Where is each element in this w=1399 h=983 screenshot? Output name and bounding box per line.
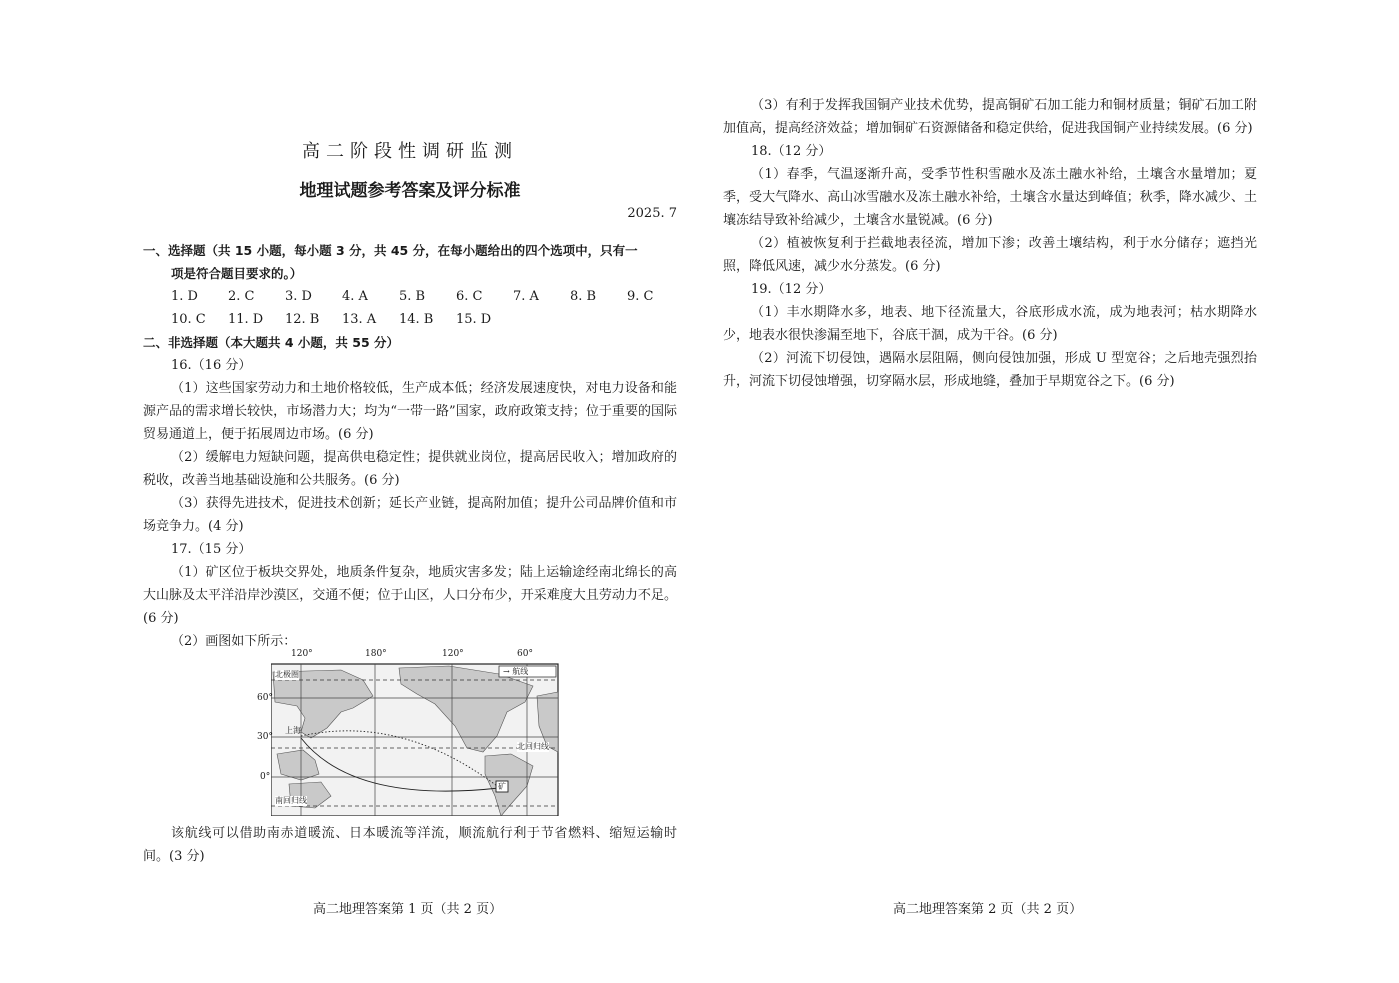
page-2-footer: 高二地理答案第 2 页（共 2 页） — [893, 902, 1083, 917]
q19-part-2: （2）河流下切侵蚀，遇隔水层阻隔，侧向侵蚀加强，形成 U 型宽谷；之后地壳强烈抬升，河流下切侵蚀增强，切穿隔水层，形成地缝，叠加于早期宽谷之下。(6 分) — [723, 351, 1257, 389]
lon-label-120w: 120° — [442, 649, 464, 659]
q16-part-3: （3）获得先进技术，促进技术创新；延长产业链，提高附加值；提升公司品牌价值和市场竞争力。(4 分) — [143, 496, 677, 534]
legend-text: → 航线 — [503, 667, 529, 676]
answer-item: 9. C — [627, 289, 654, 304]
answer-item: 5. B — [399, 289, 426, 304]
arctic-circle-label: 北极圈 — [275, 670, 299, 679]
answer-item: 15. D — [456, 312, 492, 327]
answer-item: 6. C — [456, 289, 483, 304]
answer-item: 3. D — [285, 289, 312, 304]
q17-part-3: （3）有利于发挥我国铜产业技术优势，提高铜矿石加工能力和铜材质量；铜矿石加工附加值高，提高经济效益；增加铜矿石资源储备和稳定供给，促进我国铜产业持续发展。(6 分) — [723, 98, 1257, 136]
section-1-heading — [143, 239, 677, 285]
q17-part-2-note: 该航线可以借助南赤道暖流、日本暖流等洋流，顺流航行利于节省燃料、缩短运输时间。(3 分) — [143, 826, 677, 864]
mine-label: 矿 — [498, 782, 506, 791]
q17-part-2: （2）画图如下所示： — [171, 634, 297, 649]
q18-part-1: （1）春季，气温逐渐升高，受季节性积雪融水及冻土融水补给，土壤含水量增加；夏季，受大气降水、高山冰雪融水及冻土融水补给，土壤含水量达到峰值；秋季，降水减少、土壤冻结导致补给减少，土壤含水量锐减。(6 分) — [723, 167, 1257, 228]
answers-row-2 — [143, 308, 677, 331]
lon-label-120e: 120° — [291, 649, 313, 659]
tropic-of-capricorn-label: 南回归线 — [275, 796, 307, 805]
lat-label-60: 60° — [257, 693, 273, 703]
lon-label-180: 180° — [365, 649, 387, 659]
q16-heading: 16.（16 分） — [171, 358, 252, 373]
lon-label-60w: 60° — [517, 649, 533, 659]
shanghai-label: 上海 — [285, 726, 301, 735]
lat-label-0: 0° — [260, 772, 271, 782]
answer-item: 12. B — [285, 312, 320, 327]
answer-item: 10. C — [171, 312, 206, 327]
answers-row-1 — [143, 285, 677, 308]
exam-title: 高二阶段性调研监测 — [302, 141, 518, 162]
answer-item: 8. B — [570, 289, 597, 304]
page-2 — [723, 94, 1257, 393]
answer-item: 4. A — [342, 289, 368, 304]
shipping-route-map — [257, 649, 559, 816]
world-map-figure — [271, 656, 559, 816]
q19-heading: 19.（12 分） — [751, 282, 832, 297]
section-1-heading-line-2: 项是符合题目要求的。） — [171, 266, 303, 281]
answer-item: 7. A — [513, 289, 539, 304]
answer-item: 13. A — [342, 312, 377, 327]
answer-item: 1. D — [171, 289, 198, 304]
q16-part-2: （2）缓解电力短缺问题，提高供电稳定性；提供就业岗位，提高居民收入；增加政府的税收，改善当地基础设施和公共服务。(6 分) — [143, 450, 677, 488]
q17-part-1: （1）矿区位于板块交界处，地质条件复杂，地质灾害多发；陆上运输途经南北绵长的高大山脉及太平洋沿岸沙漠区，交通不便；位于山区，人口分布少，开采难度大且劳动力不足。(6 分) — [143, 565, 677, 626]
answer-item: 14. B — [399, 312, 434, 327]
tropic-of-cancer-label: 北回归线 — [517, 742, 549, 751]
page-1 — [143, 137, 677, 868]
q17-heading: 17.（15 分） — [171, 542, 252, 557]
answer-item: 2. C — [228, 289, 255, 304]
section-1-heading-line-1: 一、选择题（共 15 小题，每小题 3 分，共 45 分，在每小题给出的四个选项中，只有一 — [143, 243, 638, 258]
page-1-footer: 高二地理答案第 1 页（共 2 页） — [313, 902, 503, 917]
q19-part-1: （1）丰水期降水多，地表、地下径流量大，谷底形成水流，成为地表河；枯水期降水少，地表水很快渗漏至地下，谷底干涸，成为干谷。(6 分) — [723, 305, 1257, 343]
lat-label-30: 30° — [257, 732, 273, 742]
answer-item: 11. D — [228, 312, 264, 327]
q18-heading: 18.（12 分） — [751, 144, 832, 159]
q18-part-2: （2）植被恢复利于拦截地表径流，增加下渗；改善土壤结构，利于水分储存；遮挡光照，降低风速，减少水分蒸发。(6 分) — [723, 236, 1257, 274]
exam-date: 2025. 7 — [627, 206, 677, 221]
section-2-heading: 二、非选择题（本大题共 4 小题，共 55 分） — [143, 335, 400, 350]
q16-part-1: （1）这些国家劳动力和土地价格较低，生产成本低；经济发展速度快，对电力设备和能源产品的需求增长较快，市场潜力大；均为“一带一路”国家，政府政策支持；位于重要的国际贸易通道上，便于拓展周边市场。(6 分) — [143, 381, 677, 442]
answer-key-title: 地理试题参考答案及评分标准 — [299, 181, 521, 201]
